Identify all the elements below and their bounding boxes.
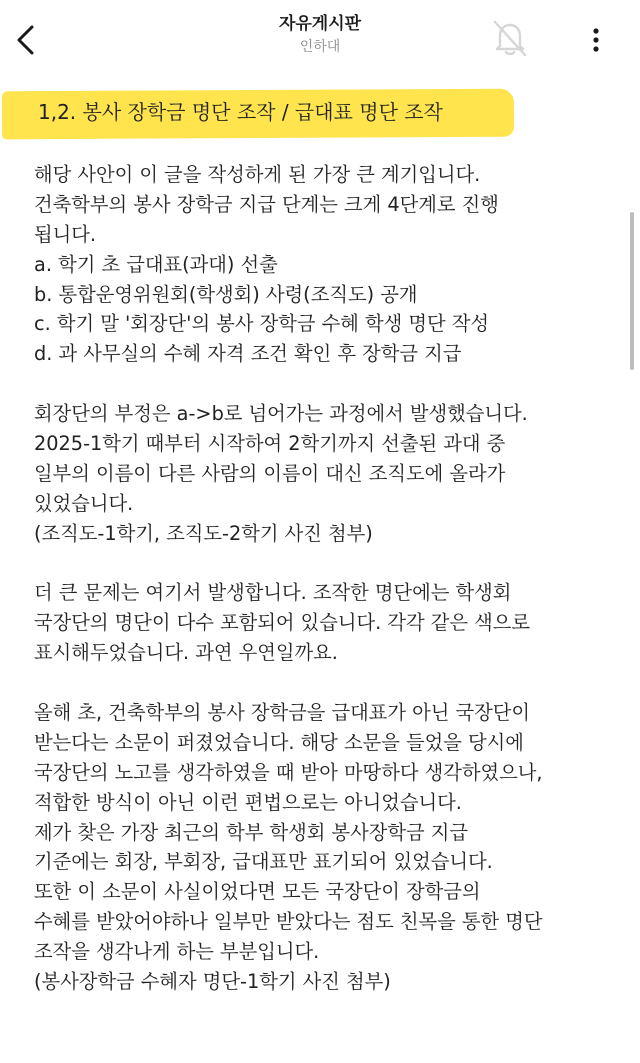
top-bar bbox=[0, 0, 640, 80]
post-body-line: 국장단의 명단이 다수 포함되어 있습니다. 각각 같은 색으로 bbox=[34, 611, 531, 635]
post-body-line: 표시해두었습니다. 과연 우연일까요. bbox=[34, 641, 338, 665]
post-body-line: (봉사장학금 수혜자 명단-1학기 사진 첨부) bbox=[34, 970, 391, 994]
post-body-line: 수혜를 받았어야하나 일부만 받았다는 점도 친목을 통한 명단 bbox=[34, 910, 543, 934]
post-body-line: (조직도-1학기, 조직도-2학기 사진 첨부) bbox=[34, 521, 373, 545]
post-body-line: 또한 이 소문이 사실이었다면 모든 국장단이 장학금의 bbox=[34, 880, 481, 904]
notification-toggle-button[interactable] bbox=[486, 16, 534, 60]
bell-off-icon bbox=[491, 18, 529, 58]
post-body-line: a. 학기 초 급대표(과대) 선출 bbox=[34, 252, 278, 276]
post-body-line: 국장단의 노고를 생각하였을 때 받아 마땅하다 생각하였으나, bbox=[34, 760, 543, 784]
board-title: 자유게시판 bbox=[278, 14, 362, 34]
post-body-line: 해당 사안이 이 글을 작성하게 된 가장 큰 계기입니다. bbox=[34, 163, 481, 186]
post-body-line: 건축학부의 봉사 장학금 지급 단계는 크게 4단계로 진행 bbox=[34, 192, 499, 216]
post-body-line: d. 과 사무실의 수혜 자격 조건 확인 후 장학금 지급 bbox=[34, 342, 462, 366]
post-body-line: 일부의 이름이 다른 사람의 이름이 대신 조직도에 올라가 bbox=[34, 461, 506, 485]
post-body-line: 조작을 생각나게 하는 부분입니다. bbox=[34, 940, 320, 964]
post-body-line: 제가 찾은 가장 최근의 학부 학생회 봉사장학금 지급 bbox=[34, 820, 469, 844]
post-body-line: 적합한 방식이 아닌 이런 편법으로는 아니었습니다. bbox=[34, 790, 462, 814]
post-body-line: 기준에는 회장, 부회장, 급대표만 표기되어 있었습니다. bbox=[34, 850, 493, 874]
post-body-line: 회장단의 부정은 a->b로 넘어가는 과정에서 발생했습니다. bbox=[34, 402, 528, 426]
board-title-group bbox=[0, 12, 640, 57]
school-name: 인하대 bbox=[299, 39, 341, 55]
post-body-line: 있었습니다. bbox=[34, 491, 134, 515]
post-body-line: b. 통합운영위원회(학생회) 사령(조직도) 공개 bbox=[34, 282, 418, 306]
post-body-line: 받는다는 소문이 퍼졌었습니다. 해당 소문을 들었을 당시에 bbox=[34, 730, 524, 754]
paragraph-spacer bbox=[34, 549, 614, 579]
scrollbar[interactable] bbox=[630, 212, 634, 370]
post-body bbox=[34, 160, 614, 997]
post-body-line: 더 큰 문제는 여기서 발생합니다. 조작한 명단에는 학생회 bbox=[34, 581, 512, 605]
post-body-line: 됩니다. bbox=[34, 222, 97, 246]
post-body-line: 올해 초, 건축학부의 봉사 장학금을 급대표가 아닌 국장단이 bbox=[34, 701, 531, 725]
more-vertical-icon bbox=[592, 27, 600, 53]
paragraph-spacer bbox=[34, 668, 614, 698]
paragraph-spacer bbox=[34, 369, 614, 399]
post-body-line: 2025-1학기 때부터 시작하여 2학기까지 선출된 과대 중 bbox=[34, 432, 506, 456]
post-heading: 1,2. 봉사 장학금 명단 조작 / 급대표 명단 조작 bbox=[38, 100, 443, 124]
post-body-line: c. 학기 말 '회장단'의 봉사 장학금 수혜 학생 명단 작성 bbox=[34, 312, 490, 336]
more-options-button[interactable] bbox=[580, 18, 612, 62]
